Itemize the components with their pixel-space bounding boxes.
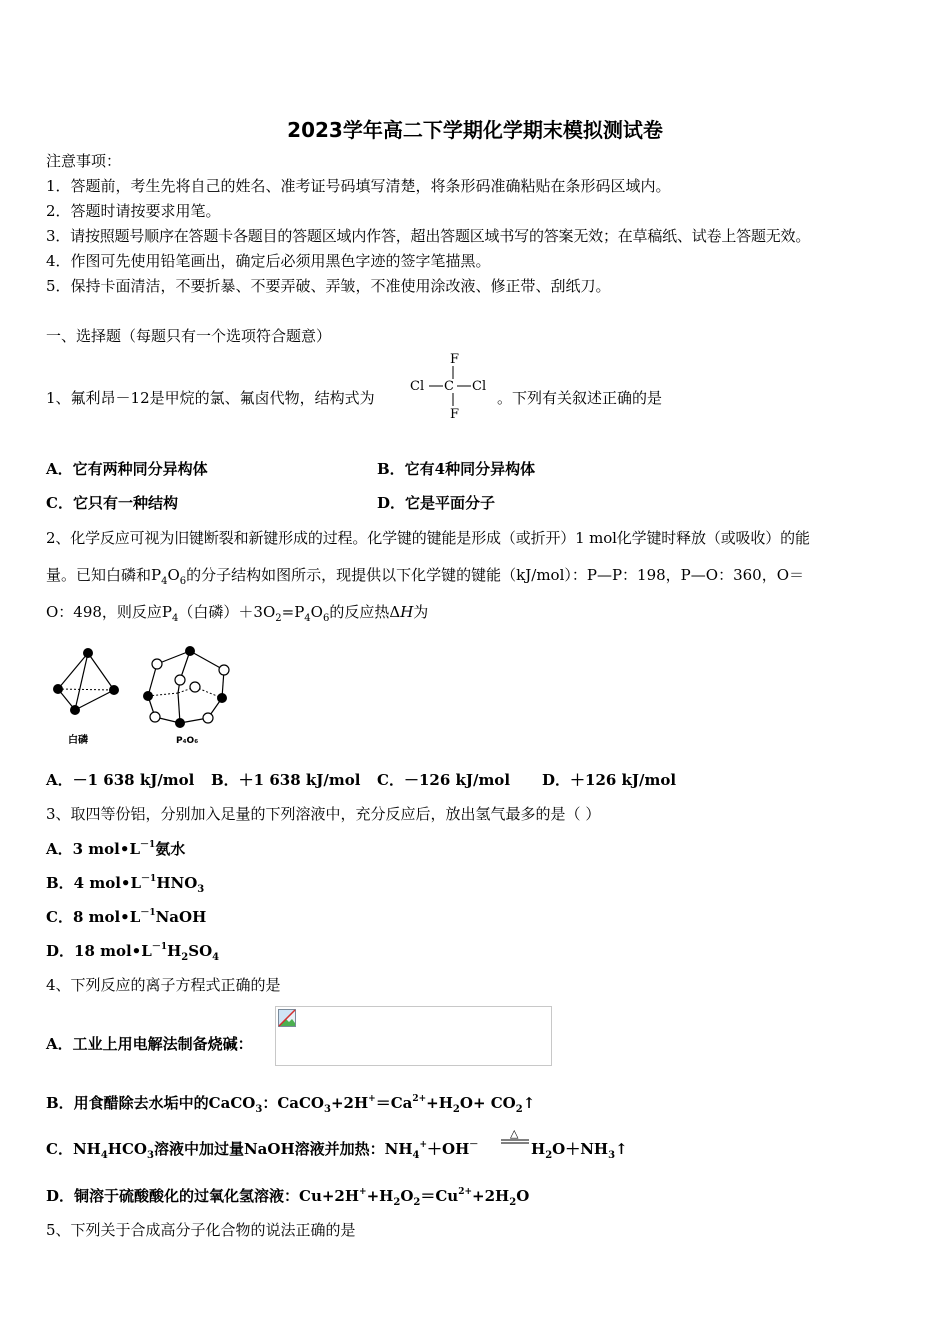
formula-atom-top: F: [450, 352, 460, 367]
notice-item: 2．答题时请按要求用笔。: [46, 202, 221, 220]
q2-line-1: 2、化学反应可视为旧键断裂和新键形成的过程。化学键的键能是形成（或折开）1 mol化学键时释放（或吸收）的能: [46, 529, 810, 547]
q3-option-b[interactable]: B．4 $mol•L^{-1}HNO_3$: [46, 874, 205, 895]
fig-label-white-phosphorus: 白磷: [68, 735, 88, 746]
broken-image-icon: [278, 1009, 296, 1027]
q1-stem-after: 。下列有关叙述正确的是: [497, 389, 663, 407]
notice-item: 1．答题前，考生先将自己的姓名、准考证号码填写清楚，将条形码准确粘贴在条形码区域内。: [46, 177, 671, 195]
q2-option-a[interactable]: A．－1 638 kJ/mol: [46, 771, 195, 789]
q4-option-b[interactable]: B．用食醋除去水垢中的CaCO$_3$：$CaCO_3+2H^+=Ca^{2+}+H_2O+$ $CO_2↑$: [46, 1094, 536, 1115]
q3-option-c[interactable]: C．8 $mol•L^{-1}NaOH$: [46, 908, 207, 926]
q2-line-3: O：498，则反应$P_4$（白磷）$+3O_2=P_4O_6$的反应热ΔH为: [46, 603, 429, 624]
notice-item: 4．作图可先使用铅笔画出，确定后必须用黑色字迹的签字笔描黑。: [46, 252, 491, 270]
formula-atom-left: Cl: [410, 379, 425, 394]
formula-atom-bottom: F: [450, 407, 460, 422]
q2-line-2: 量。已知白磷和$P_4O_6$的分子结构如图所示，现提供以下化学键的键能（kJ/mol）：P—P：198，P—O：360，O＝: [46, 566, 805, 587]
white-phosphorus-figure: [46, 643, 136, 749]
fig-label-p4o6: P₄O₆: [176, 736, 199, 746]
q1-option-a[interactable]: A．它有两种同分异构体: [46, 460, 208, 478]
q1-option-d[interactable]: D．它是平面分子: [377, 494, 496, 512]
heat-condition-sign: [500, 1126, 530, 1150]
notice-heading: 注意事项：: [46, 152, 122, 170]
formula-atom-center: C: [444, 379, 454, 394]
notice-item: 3．请按照题号顺序在答题卡各题目的答题区域内作答，超出答题区域书写的答案无效；在草稿纸、试卷上答题无效。: [46, 227, 811, 245]
notice-item: 5．保持卡面清洁，不要折暴、不要弄破、弄皱，不准使用涂改液、修正带、刮纸刀。: [46, 277, 611, 295]
q3-stem: 3、取四等份铝，分别加入足量的下列溶液中，充分反应后，放出氢气最多的是（ ）: [46, 805, 601, 823]
q2-option-c[interactable]: C．－126 kJ/mol: [377, 771, 511, 789]
page-title: 2023学年高二下学期化学期末模拟测试卷: [287, 118, 663, 142]
q1-option-c[interactable]: C．它只有一种结构: [46, 494, 178, 512]
q1-stem-before: 1、氟利昂－12是甲烷的氯、氟卤代物，结构式为: [46, 389, 375, 407]
q4-option-c[interactable]: C．$NH_4HCO_3$溶液中加过量NaOH溶液并加热：$NH_4^++OH^-$: [46, 1140, 479, 1161]
delta-symbol: △: [510, 1127, 519, 1140]
q4-option-a[interactable]: A．工业上用电解法制备烧碱：: [46, 1035, 253, 1053]
q3-option-d[interactable]: D．18 $mol•L^{-1}H_2SO_4$: [46, 942, 220, 963]
q4-option-c-products: $H_2O+NH_3↑$: [531, 1140, 628, 1161]
q3-option-a[interactable]: A．3 $mol•L^{-1}$氨水: [46, 840, 186, 858]
q2-option-d[interactable]: D．＋126 kJ/mol: [542, 771, 677, 789]
formula-atom-right: Cl: [472, 379, 487, 394]
q5-stem: 5、下列关于合成高分子化合物的说法正确的是: [46, 1221, 356, 1239]
q2-option-b[interactable]: B．＋1 638 kJ/mol: [211, 771, 361, 789]
section-heading: 一、选择题（每题只有一个选项符合题意）: [46, 327, 332, 345]
p4o6-figure: [140, 643, 240, 749]
q4-stem: 4、下列反应的离子方程式正确的是: [46, 976, 281, 994]
missing-equation-image: [275, 1006, 552, 1066]
q1-option-b[interactable]: B．它有4种同分异构体: [377, 460, 536, 478]
structural-formula: [410, 348, 496, 422]
q4-option-d[interactable]: D．铜溶于硫酸酸化的过氧化氢溶液：$Cu+2H^++H_2O_2=Cu^{2+}+2H_2O$: [46, 1187, 530, 1208]
